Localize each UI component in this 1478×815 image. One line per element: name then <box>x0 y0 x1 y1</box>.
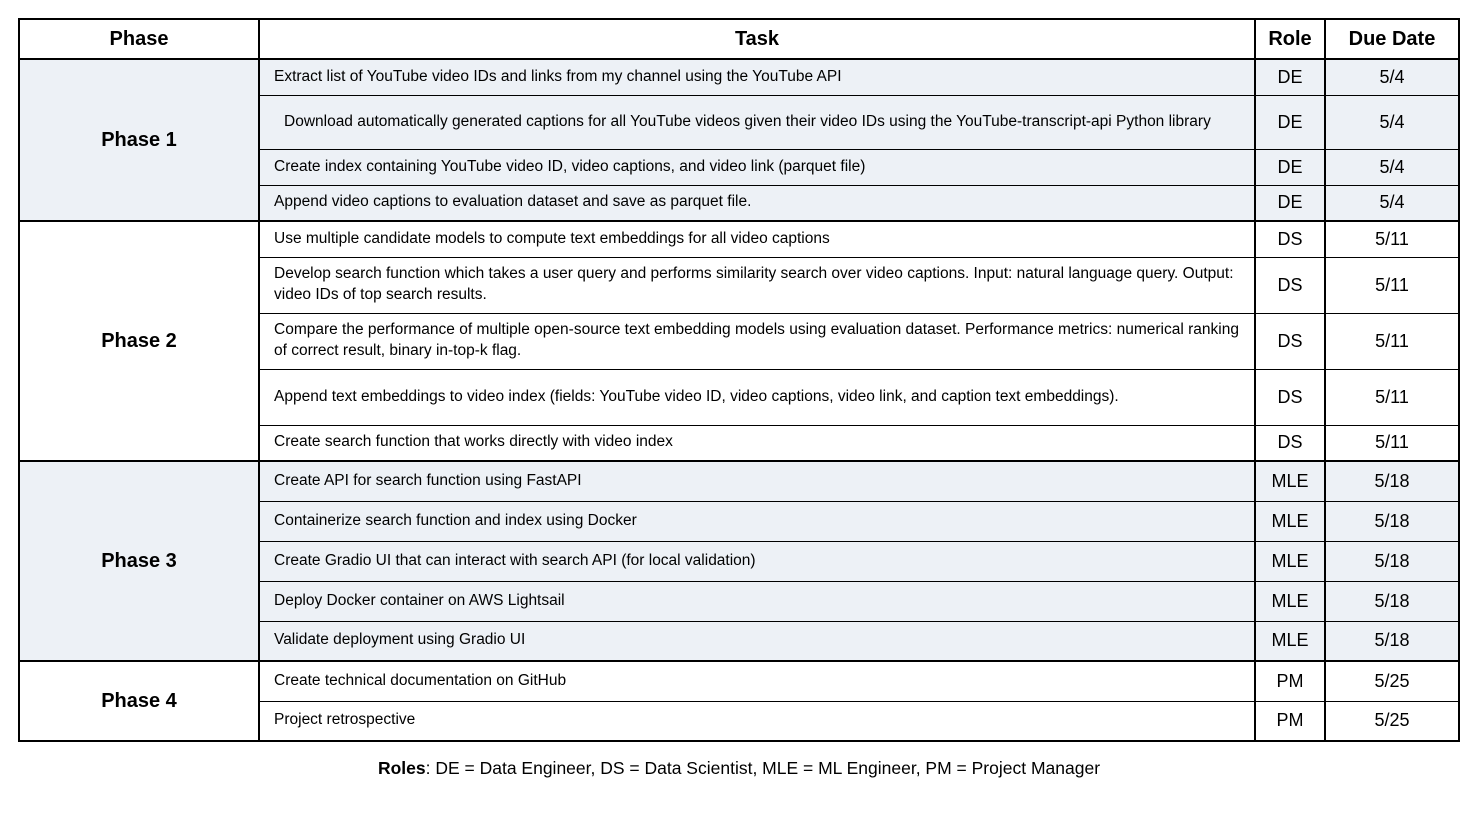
due-date-cell: 5/18 <box>1325 461 1459 501</box>
due-date-cell: 5/11 <box>1325 425 1459 461</box>
phase-4-label: Phase 4 <box>19 661 259 741</box>
header-cell-role: Role <box>1255 19 1325 59</box>
table-row <box>19 59 1459 95</box>
task-cell: Develop search function which takes a user query and performs similarity search over video captions. Input: natural language query. Output: video IDs of top search results. <box>259 257 1255 313</box>
role-cell: PM <box>1255 661 1325 701</box>
table-row <box>19 221 1459 257</box>
due-date-cell: 5/11 <box>1325 221 1459 257</box>
due-date-cell: 5/25 <box>1325 661 1459 701</box>
phase-1-label: Phase 1 <box>19 59 259 221</box>
role-cell: DE <box>1255 59 1325 95</box>
task-cell: Append text embeddings to video index (fields: YouTube video ID, video captions, video link, and caption text embeddings). <box>259 369 1255 425</box>
role-cell: MLE <box>1255 621 1325 661</box>
header-cell-task: Task <box>259 19 1255 59</box>
due-date-cell: 5/11 <box>1325 369 1459 425</box>
role-cell: MLE <box>1255 541 1325 581</box>
header-cell-due-date: Due Date <box>1325 19 1459 59</box>
task-cell: Create Gradio UI that can interact with search API (for local validation) <box>259 541 1255 581</box>
due-date-cell: 5/18 <box>1325 581 1459 621</box>
due-date-cell: 5/4 <box>1325 185 1459 221</box>
role-cell: DS <box>1255 221 1325 257</box>
role-cell: MLE <box>1255 501 1325 541</box>
role-cell: DS <box>1255 257 1325 313</box>
role-cell: PM <box>1255 701 1325 741</box>
task-cell: Append video captions to evaluation dataset and save as parquet file. <box>259 185 1255 221</box>
task-cell: Create search function that works directly with video index <box>259 425 1255 461</box>
due-date-cell: 5/4 <box>1325 95 1459 149</box>
roles-legend-text: : DE = Data Engineer, DS = Data Scientist, MLE = ML Engineer, PM = Project Manager <box>425 758 1101 778</box>
role-cell: DE <box>1255 185 1325 221</box>
role-cell: DS <box>1255 425 1325 461</box>
task-cell: Create index containing YouTube video ID, video captions, and video link (parquet file) <box>259 149 1255 185</box>
task-cell: Validate deployment using Gradio UI <box>259 621 1255 661</box>
due-date-cell: 5/18 <box>1325 541 1459 581</box>
task-cell: Project retrospective <box>259 701 1255 741</box>
due-date-cell: 5/18 <box>1325 501 1459 541</box>
phase-2-label: Phase 2 <box>19 221 259 461</box>
roles-legend <box>0 758 1478 779</box>
role-cell: DS <box>1255 313 1325 369</box>
due-date-cell: 5/11 <box>1325 313 1459 369</box>
role-cell: MLE <box>1255 581 1325 621</box>
table-row <box>19 461 1459 501</box>
task-cell: Extract list of YouTube video IDs and links from my channel using the YouTube API <box>259 59 1255 95</box>
table-row <box>19 661 1459 701</box>
task-cell: Deploy Docker container on AWS Lightsail <box>259 581 1255 621</box>
role-cell: DE <box>1255 95 1325 149</box>
project-plan-table <box>18 18 1460 742</box>
due-date-cell: 5/18 <box>1325 621 1459 661</box>
due-date-cell: 5/25 <box>1325 701 1459 741</box>
due-date-cell: 5/4 <box>1325 149 1459 185</box>
role-cell: MLE <box>1255 461 1325 501</box>
due-date-cell: 5/11 <box>1325 257 1459 313</box>
task-cell: Use multiple candidate models to compute text embeddings for all video captions <box>259 221 1255 257</box>
task-cell: Download automatically generated captions for all YouTube videos given their video IDs using the YouTube-transcript-api Python library <box>259 95 1255 149</box>
header-cell-phase: Phase <box>19 19 259 59</box>
phase-3-label: Phase 3 <box>19 461 259 661</box>
header-row <box>19 19 1459 59</box>
task-cell: Compare the performance of multiple open-source text embedding models using evaluation dataset. Performance metrics: numerical ranking of correct result, binary in-top-k flag. <box>259 313 1255 369</box>
role-cell: DE <box>1255 149 1325 185</box>
role-cell: DS <box>1255 369 1325 425</box>
task-cell: Create API for search function using FastAPI <box>259 461 1255 501</box>
roles-legend-label: Roles <box>377 758 426 778</box>
task-cell: Containerize search function and index using Docker <box>259 501 1255 541</box>
due-date-cell: 5/4 <box>1325 59 1459 95</box>
task-cell: Create technical documentation on GitHub <box>259 661 1255 701</box>
